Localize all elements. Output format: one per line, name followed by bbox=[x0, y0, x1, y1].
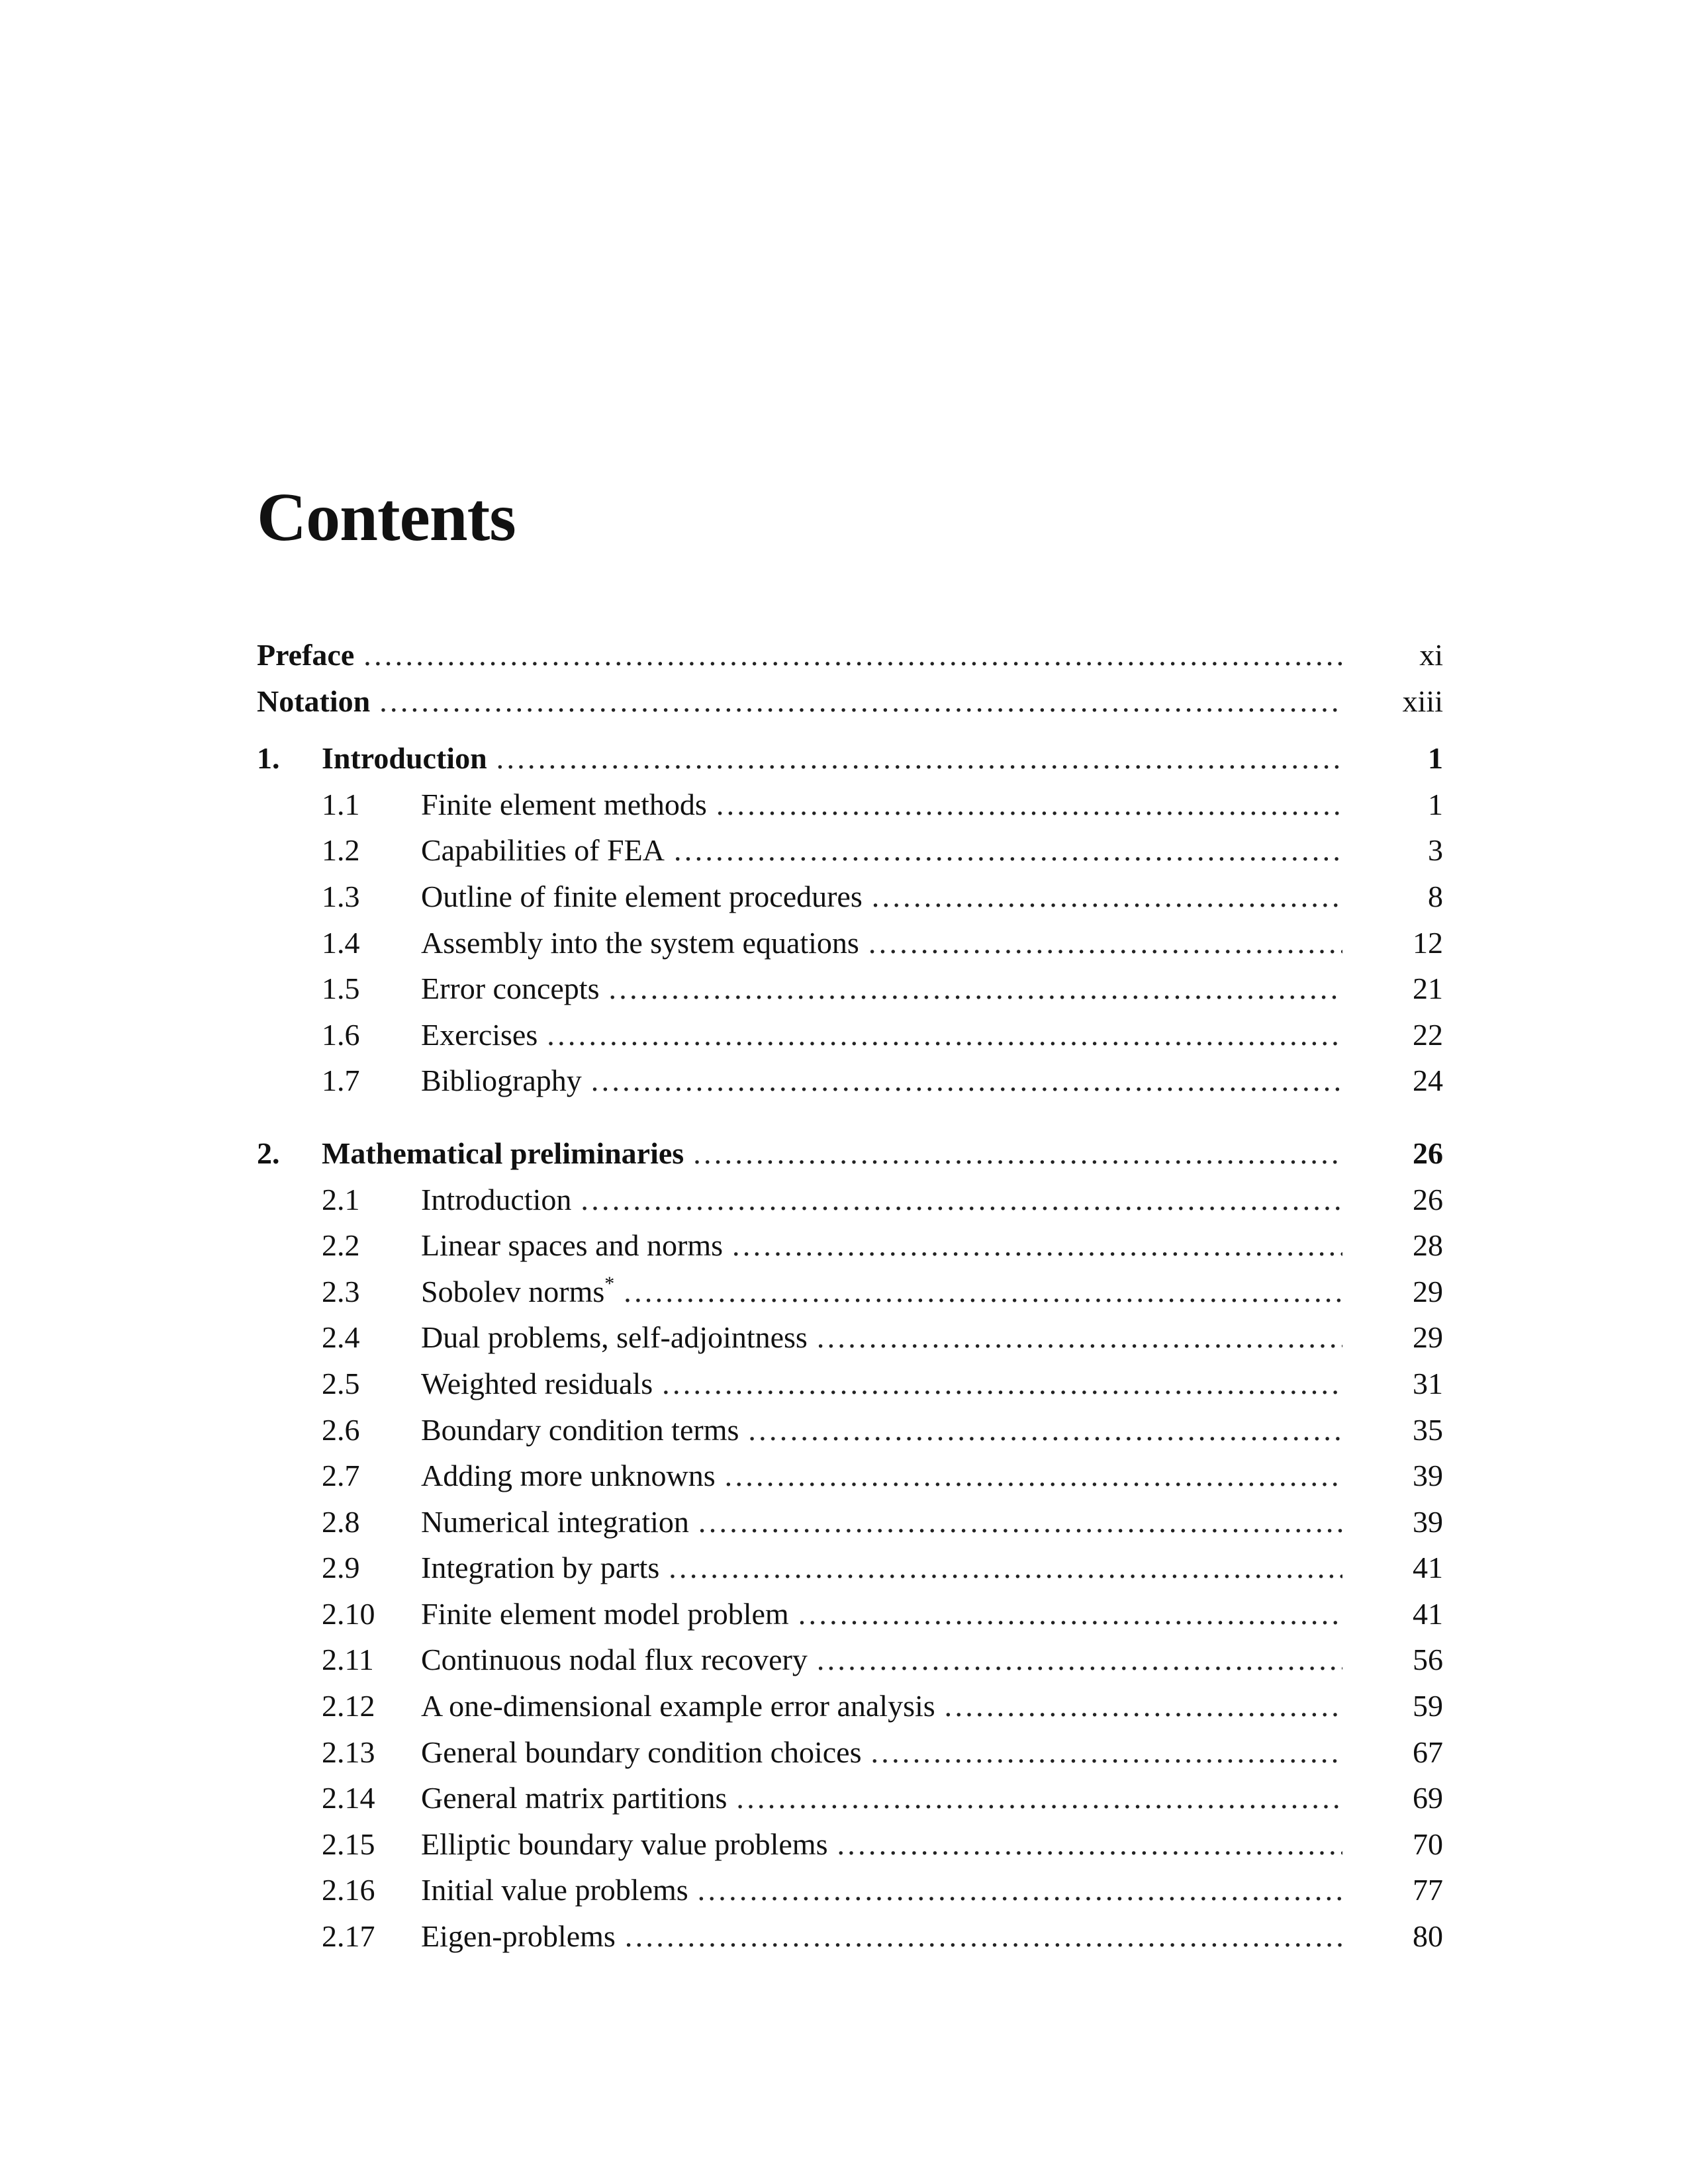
entry-label: Preface bbox=[257, 638, 355, 672]
page-number: 31 bbox=[1413, 1366, 1443, 1400]
toc-section-2-1[interactable] bbox=[257, 1177, 1443, 1223]
dot-leader bbox=[581, 1177, 1342, 1223]
page-number: 29 bbox=[1413, 1320, 1443, 1355]
toc-section-2-15[interactable] bbox=[257, 1821, 1443, 1868]
entry-label: Weighted residuals bbox=[421, 1366, 653, 1400]
section-number: 2.11 bbox=[322, 1643, 374, 1677]
entry-label: Notation bbox=[257, 684, 371, 718]
dot-leader bbox=[674, 827, 1342, 874]
section-number: 2.17 bbox=[322, 1919, 375, 1954]
section-number: 2.14 bbox=[322, 1781, 375, 1815]
section-number: 1.3 bbox=[322, 879, 360, 913]
page-number: 24 bbox=[1413, 1064, 1443, 1098]
section-number: 1.2 bbox=[322, 833, 360, 868]
section-number: 2.13 bbox=[322, 1735, 375, 1769]
section-number: 1.7 bbox=[322, 1064, 360, 1098]
dot-leader bbox=[716, 782, 1342, 828]
section-number: 2.1 bbox=[322, 1182, 360, 1216]
entry-label: Exercises bbox=[421, 1017, 538, 1052]
dot-leader bbox=[945, 1683, 1342, 1729]
toc-section-2-9[interactable] bbox=[257, 1545, 1443, 1591]
page-number: 69 bbox=[1413, 1781, 1443, 1815]
dot-leader bbox=[669, 1545, 1342, 1591]
section-number: 2.2 bbox=[322, 1228, 360, 1263]
section-number: 2.7 bbox=[322, 1459, 360, 1493]
entry-label: Initial value problems bbox=[421, 1873, 688, 1907]
dot-leader bbox=[609, 966, 1343, 1012]
section-number: 2.8 bbox=[322, 1504, 360, 1539]
dot-leader bbox=[363, 632, 1342, 678]
toc-section-1-2[interactable] bbox=[257, 827, 1443, 874]
toc-section-1-6[interactable] bbox=[257, 1012, 1443, 1058]
page-number: 67 bbox=[1413, 1735, 1443, 1769]
section-number: 1.4 bbox=[322, 925, 360, 960]
section-number: 1.6 bbox=[322, 1017, 360, 1052]
entry-label: Adding more unknowns bbox=[421, 1459, 716, 1493]
entry-label: Integration by parts bbox=[421, 1551, 660, 1585]
dot-leader bbox=[736, 1775, 1342, 1821]
toc-section-1-5[interactable] bbox=[257, 966, 1443, 1012]
toc-section-2-11[interactable] bbox=[257, 1637, 1443, 1683]
page-number: 3 bbox=[1428, 833, 1443, 868]
toc-section-2-12[interactable] bbox=[257, 1683, 1443, 1729]
toc-section-1-7[interactable] bbox=[257, 1058, 1443, 1104]
page-number: 70 bbox=[1413, 1827, 1443, 1861]
dot-leader bbox=[798, 1591, 1342, 1637]
page-number: 26 bbox=[1413, 1182, 1443, 1216]
page-number: 59 bbox=[1413, 1689, 1443, 1723]
toc-section-2-7[interactable] bbox=[257, 1453, 1443, 1499]
entry-label: Finite element model problem bbox=[421, 1596, 789, 1631]
page-number: xiii bbox=[1402, 684, 1443, 718]
toc-section-2-6[interactable] bbox=[257, 1407, 1443, 1453]
section-number: 1.5 bbox=[322, 972, 360, 1006]
dot-leader bbox=[624, 1269, 1342, 1315]
chapter-number: 1. bbox=[257, 741, 280, 776]
page-number: 80 bbox=[1413, 1919, 1443, 1954]
section-number: 2.12 bbox=[322, 1689, 375, 1723]
page-number: 1 bbox=[1428, 787, 1443, 821]
dot-leader bbox=[496, 735, 1342, 782]
dot-leader bbox=[725, 1453, 1342, 1499]
toc-section-1-3[interactable] bbox=[257, 874, 1443, 920]
entry-label: Finite element methods bbox=[421, 787, 707, 821]
toc-section-2-10[interactable] bbox=[257, 1591, 1443, 1637]
dot-leader bbox=[591, 1058, 1342, 1104]
entry-label: Bibliography bbox=[421, 1064, 582, 1098]
toc-entry-notation[interactable] bbox=[257, 678, 1443, 725]
entry-label: Dual problems, self-adjointness bbox=[421, 1320, 808, 1355]
page-number: 35 bbox=[1413, 1412, 1443, 1447]
entry-label-text: Sobolev norms bbox=[421, 1274, 605, 1308]
toc-section-1-4[interactable] bbox=[257, 920, 1443, 966]
page-number: 56 bbox=[1413, 1643, 1443, 1677]
toc-entry-preface[interactable] bbox=[257, 632, 1443, 678]
entry-label: Assembly into the system equations bbox=[421, 925, 859, 960]
dot-leader bbox=[547, 1012, 1342, 1058]
entry-label: General matrix partitions bbox=[421, 1781, 727, 1815]
page-number: 41 bbox=[1413, 1596, 1443, 1631]
dot-leader bbox=[872, 874, 1342, 920]
dot-leader bbox=[693, 1130, 1342, 1177]
entry-label: Eigen-problems bbox=[421, 1919, 616, 1954]
toc-section-2-14[interactable] bbox=[257, 1775, 1443, 1821]
entry-label: Boundary condition terms bbox=[421, 1412, 739, 1447]
toc-section-2-4[interactable] bbox=[257, 1314, 1443, 1361]
toc-section-2-16[interactable] bbox=[257, 1867, 1443, 1913]
entry-label: Continuous nodal flux recovery bbox=[421, 1643, 808, 1677]
toc-section-2-3[interactable] bbox=[257, 1269, 1443, 1315]
section-number: 2.16 bbox=[322, 1873, 375, 1907]
section-number: 2.6 bbox=[322, 1412, 360, 1447]
page-number: 28 bbox=[1413, 1228, 1443, 1263]
page-number: 21 bbox=[1413, 972, 1443, 1006]
toc-section-2-17[interactable] bbox=[257, 1913, 1443, 1960]
section-number: 2.15 bbox=[322, 1827, 375, 1861]
entry-label: Mathematical preliminaries bbox=[322, 1136, 684, 1170]
toc-section-1-1[interactable] bbox=[257, 782, 1443, 828]
entry-label: Capabilities of FEA bbox=[421, 833, 665, 868]
toc-section-2-5[interactable] bbox=[257, 1361, 1443, 1407]
page-number: 8 bbox=[1428, 879, 1443, 913]
page-number: 39 bbox=[1413, 1504, 1443, 1539]
entry-label: Linear spaces and norms bbox=[421, 1228, 724, 1263]
dot-leader bbox=[748, 1407, 1342, 1453]
page-number: 22 bbox=[1413, 1017, 1443, 1052]
dot-leader bbox=[698, 1867, 1342, 1913]
table-of-contents bbox=[257, 632, 1443, 1960]
toc-chapter-1[interactable] bbox=[257, 735, 1443, 782]
page-number: 39 bbox=[1413, 1459, 1443, 1493]
page-number: 77 bbox=[1413, 1873, 1443, 1907]
dot-leader bbox=[817, 1637, 1342, 1683]
page-title: Contents bbox=[257, 479, 516, 555]
page-number: xi bbox=[1419, 638, 1443, 672]
page-number: 41 bbox=[1413, 1551, 1443, 1585]
entry-label: General boundary condition choices bbox=[421, 1735, 862, 1769]
entry-label bbox=[421, 1269, 624, 1315]
entry-label: Error concepts bbox=[421, 972, 600, 1006]
page-number: 26 bbox=[1413, 1136, 1443, 1170]
section-number: 2.4 bbox=[322, 1320, 360, 1355]
section-number: 2.9 bbox=[322, 1551, 360, 1585]
dot-leader bbox=[837, 1821, 1342, 1868]
page-number: 1 bbox=[1428, 741, 1443, 776]
chapter-number: 2. bbox=[257, 1136, 280, 1170]
entry-label: Outline of finite element procedures bbox=[421, 879, 863, 913]
entry-label: Numerical integration bbox=[421, 1504, 689, 1539]
section-number: 2.3 bbox=[322, 1274, 360, 1308]
dot-leader bbox=[698, 1499, 1342, 1545]
dot-leader bbox=[871, 1729, 1343, 1776]
toc-section-2-13[interactable] bbox=[257, 1729, 1443, 1776]
section-number: 2.5 bbox=[322, 1366, 360, 1400]
section-number: 2.10 bbox=[322, 1596, 375, 1631]
toc-section-2-2[interactable] bbox=[257, 1222, 1443, 1269]
dot-leader bbox=[625, 1913, 1342, 1960]
entry-label: Introduction bbox=[322, 741, 487, 776]
section-number: 1.1 bbox=[322, 787, 360, 821]
entry-label: Introduction bbox=[421, 1182, 572, 1216]
starred-section-marker: * bbox=[604, 1272, 615, 1295]
dot-leader bbox=[662, 1361, 1342, 1407]
toc-chapter-2[interactable] bbox=[257, 1130, 1443, 1177]
toc-section-2-8[interactable] bbox=[257, 1499, 1443, 1545]
entry-label: A one-dimensional example error analysis bbox=[421, 1689, 935, 1723]
dot-leader bbox=[732, 1222, 1342, 1269]
page-number: 29 bbox=[1413, 1274, 1443, 1308]
page-number: 12 bbox=[1413, 925, 1443, 960]
dot-leader bbox=[379, 678, 1342, 725]
dot-leader bbox=[817, 1314, 1342, 1361]
entry-label: Elliptic boundary value problems bbox=[421, 1827, 828, 1861]
dot-leader bbox=[868, 920, 1342, 966]
